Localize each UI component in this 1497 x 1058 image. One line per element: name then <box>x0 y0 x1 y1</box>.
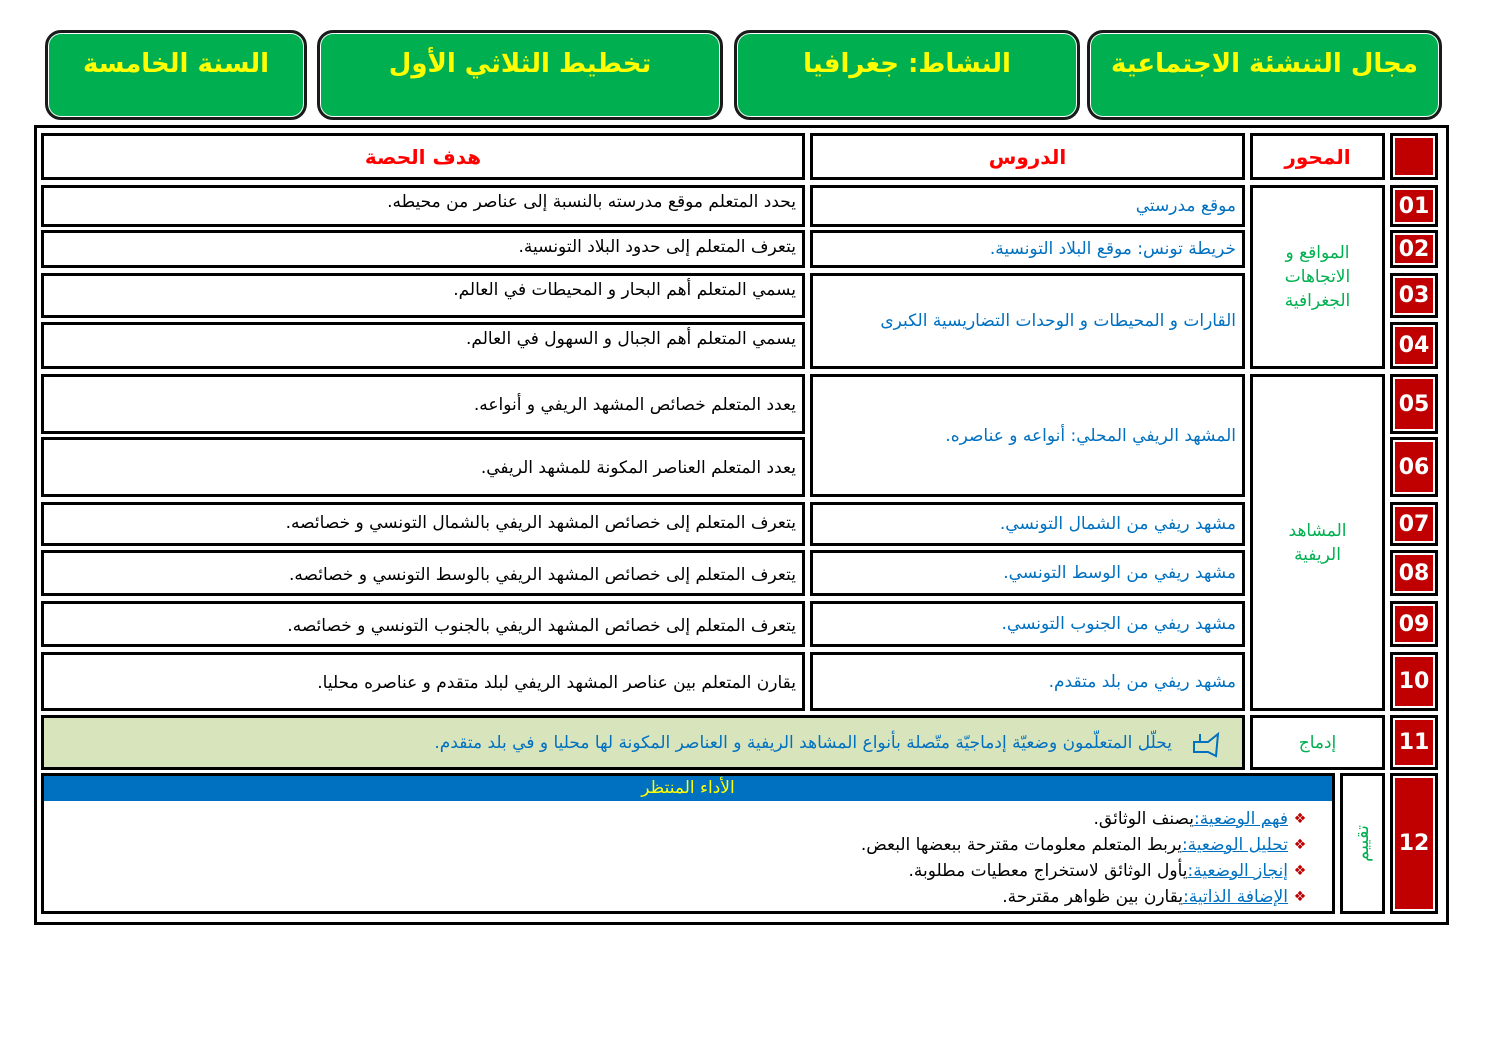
row-num: 12 <box>1390 773 1438 914</box>
lesson-cell: موقع مدرستي <box>810 185 1245 227</box>
diamond-bullet-icon: ❖ <box>1293 811 1307 827</box>
row-num: 04 <box>1390 322 1438 369</box>
header-lessons: الدروس <box>810 133 1245 180</box>
evaluation-term: إنجاز الوضعية: <box>1187 861 1288 881</box>
evaluation-label: تقييم <box>1352 825 1373 862</box>
lesson-cell-merged: المشهد الريفي المحلي: أنواعه و عناصره. <box>810 374 1245 497</box>
integration-cell <box>41 715 1245 770</box>
lesson-cell-merged: القارات و المحيطات و الوحدات التضاريسية الكبرى <box>810 273 1245 369</box>
evaluation-term: الإضافة الذاتية: <box>1183 887 1288 907</box>
lesson-cell: مشهد ريفي من بلد متقدم. <box>810 652 1245 711</box>
goal-cell: يتعرف المتعلم إلى خصائص المشهد الريفي بالشمال التونسي و خصائصه. <box>41 502 805 546</box>
goal-cell: يحدد المتعلم موقع مدرسته بالنسبة إلى عناصر من محيطه. <box>41 185 805 227</box>
evaluation-item <box>54 832 1312 858</box>
evaluation-term: تحليل الوضعية: <box>1181 835 1288 855</box>
axis-rural-landscapes: المشاهد الريفية <box>1250 374 1385 711</box>
evaluation-title: الأداء المنتظر <box>44 776 1332 801</box>
row-num: 07 <box>1390 502 1438 546</box>
header-axis: المحور <box>1250 133 1385 180</box>
goal-cell: يسمي المتعلم أهم البحار و المحيطات في العالم. <box>41 273 805 318</box>
planning-pill <box>317 30 723 120</box>
field-title: مجال التنشئة الاجتماعية <box>1111 49 1418 79</box>
evaluation-cell <box>41 773 1335 914</box>
evaluation-term: فهم الوضعية: <box>1194 809 1288 829</box>
evaluation-list <box>54 806 1312 910</box>
row-num: 03 <box>1390 273 1438 318</box>
row-num: 08 <box>1390 550 1438 596</box>
evaluation-item <box>54 806 1312 832</box>
integration-text: يحلّل المتعلّمون وضعيّة إدماجيّة متّصلة بأنواع المشاهد الريفية و العناصر المكونة لها محليا و في بلد متقدم. <box>434 732 1172 753</box>
row-num: 05 <box>1390 374 1438 434</box>
evaluation-item <box>54 858 1312 884</box>
activity-title: النشاط: جغرافيا <box>803 49 1011 79</box>
axis-evaluation <box>1340 773 1385 914</box>
goal-cell: يقارن المتعلم بين عناصر المشهد الريفي لبلد متقدم و عناصره محليا. <box>41 652 805 711</box>
evaluation-text: يصنف الوثائق. <box>1093 809 1195 829</box>
evaluation-text: يقارن بين ظواهر مقترحة. <box>1002 887 1184 907</box>
year-title: السنة الخامسة <box>82 49 270 79</box>
lesson-cell: مشهد ريفي من الجنوب التونسي. <box>810 601 1245 647</box>
goal-cell: يتعرف المتعلم إلى خصائص المشهد الريفي بالجنوب التونسي و خصائصه. <box>41 601 805 647</box>
planning-title: تخطيط الثلاثي الأول <box>388 49 652 79</box>
row-num: 06 <box>1390 437 1438 497</box>
axis-integration: إدماج <box>1250 715 1385 770</box>
evaluation-text: يأول الوثائق لاستخراج معطيات مطلوبة. <box>908 861 1188 881</box>
row-num: 10 <box>1390 652 1438 711</box>
row-num: 01 <box>1390 185 1438 227</box>
lesson-cell: مشهد ريفي من الوسط التونسي. <box>810 550 1245 596</box>
evaluation-text: يربط المتعلم معلومات مقترحة ببعضها البعض. <box>860 835 1182 855</box>
year-pill <box>45 30 307 120</box>
evaluation-item <box>54 884 1312 910</box>
lesson-cell: مشهد ريفي من الشمال التونسي. <box>810 502 1245 546</box>
goal-cell: يتعرف المتعلم إلى حدود البلاد التونسية. <box>41 230 805 268</box>
header-goal: هدف الحصة <box>41 133 805 180</box>
diamond-bullet-icon: ❖ <box>1293 863 1307 879</box>
row-num: 09 <box>1390 601 1438 647</box>
goal-cell: يتعرف المتعلم إلى خصائص المشهد الريفي بالوسط التونسي و خصائصه. <box>41 550 805 596</box>
goal-cell: يعدد المتعلم خصائص المشهد الريفي و أنواعه. <box>41 374 805 434</box>
goal-cell: يعدد المتعلم العناصر المكونة للمشهد الريفي. <box>41 437 805 497</box>
hand-pointer-icon <box>1190 730 1220 763</box>
diamond-bullet-icon: ❖ <box>1293 889 1307 905</box>
diamond-bullet-icon: ❖ <box>1293 837 1307 853</box>
field-pill <box>1087 30 1442 120</box>
activity-pill <box>734 30 1080 120</box>
row-num: 02 <box>1390 230 1438 268</box>
header-num-cell <box>1390 133 1438 180</box>
row-num: 11 <box>1390 715 1438 770</box>
lesson-cell: خريطة تونس: موقع البلاد التونسية. <box>810 230 1245 268</box>
goal-cell: يسمي المتعلم أهم الجبال و السهول في العالم. <box>41 322 805 369</box>
axis-geo-directions: المواقع و الاتجاهات الجغرافية <box>1250 185 1385 369</box>
